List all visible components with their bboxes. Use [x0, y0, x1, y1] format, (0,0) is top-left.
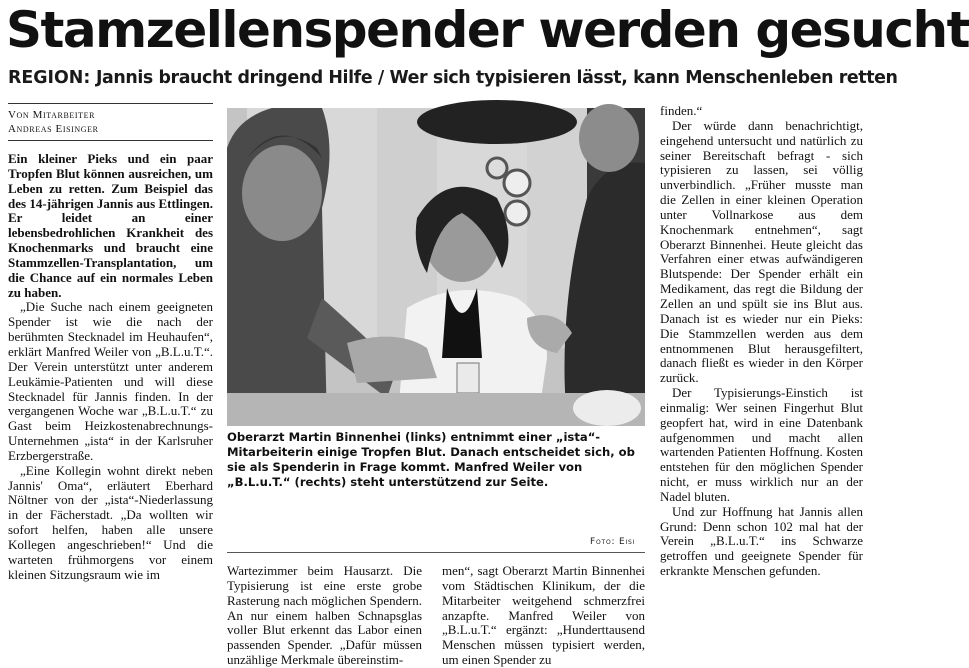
photo-caption: Oberarzt Martin Binnenhei (links) entnimmt einer „ista“-Mitarbeiterin einige Tropfen Blut. Danach entscheidet sich, ob sie als Spenderin in Frage kommt. Manfred Weiler von „B.L.u.T.“ (rechts) steht unterstützend zur Seite. — [227, 430, 635, 489]
photo-illustration — [227, 108, 645, 426]
article-photo — [227, 108, 645, 426]
column-4-paragraph-1: Der würde dann benachrichtigt, eingehend untersucht und natürlich zu seiner Bereitschaft befragt - sich typisieren zu lassen, sei völlig unverbindlich. „Früher musste man die Zellen in einer kleinen Operation unter Vollnarkose aus dem Knochenmark entnehmen“, sagt Oberarzt Binnenhei. Heute gleicht das Verfahren einer etwas aufwändigeren Blutspende: Der Spender erhält ein Medikament, das regt die Bildung der Zellen an und spült sie ins Blut aus. Danach ist es wieder nur ein Pieks: Die Stammzellen werden aus dem entnommenen Blut herausgefiltert, danach fließt es wieder in den Körper zurück. — [660, 117, 863, 386]
column-4 — [660, 104, 863, 579]
column-1-paragraph-2: „Eine Kollegin wohnt direkt neben Jannis' Oma“, erläutert Eberhard Nöltner von der „ista“-Niederlassung in der Fächerstadt. „Da wollten wir sofort helfen, haben alle unsere Kollegen angeschrieben!“ Und die warteten frühmorgens vor einem kleinen Sitzungsraum wie im — [8, 462, 213, 582]
article-subheadline — [8, 66, 898, 90]
column-2-paragraph: Wartezimmer beim Hausarzt. Die Typisierung ist eine erste grobe Rasterung nach möglichen Spendern. An nur einem halben Schnapsglas voller Blut erkennt das Labor einen passenden Spender. „Dafür müssen unzählige Merkmale übereinstim- — [227, 563, 422, 668]
column-3-paragraph: men“, sagt Oberarzt Martin Binnenhei vom Städtischen Klinikum, der die Mitarbeiter weitgehend schmerzfrei anzapfte. Manfred Weiler von „B.L.u.T.“ ergänzt: „Hunderttausend Menschen müssen typisiert werden, um einen Spender zu — [442, 563, 645, 668]
photo-credit: Foto: Eisi — [590, 537, 636, 547]
column-2 — [227, 564, 422, 668]
column-4-paragraph-2: Der Typisierungs-Einstich ist einmalig: Wer seinen Fingerhut Blut geopfert hat, wird in eine Datenbank aufgenommen und macht allen wartenden Patienten Hoffnung. Kosten entstehen für den möglichen Spender nicht, er muss wirklich nur an der Nadel bluten. — [660, 385, 863, 504]
column-3 — [442, 564, 645, 668]
subheadline-text: Jannis braucht dringend Hilfe / Wer sich typisieren lässt, kann Menschenleben retten — [90, 68, 898, 88]
column-1-paragraph-1: „Die Suche nach einem geeigneten Spender ist wie die nach der berühmten Stecknadel im Heuhaufen“, erklärt Manfred Weiler von „B.L.u.T.“. Der Verein unterstützt unter anderem Leukämie-Patienten und will diese Stecknadel für Jannis finden. In der vergangenen Woche war „B.L.u.T.“ zu Gast beim Heizkostenabrechnungs-Unternehmen „ista“ in der Karlsruher Erzbergerstraße. — [8, 299, 213, 463]
byline-author: Andreas Eisinger — [8, 123, 99, 135]
byline-role: Von Mitarbeiter — [8, 109, 96, 121]
region-label: REGION: — [8, 68, 91, 88]
column-4-paragraph-3: Und zur Hoffnung hat Jannis allen Grund: Denn schon 102 mal hat der Verein „B.L.u.T.“ ins Schwarze getroffen und geeignete Spender für erkrankte Menschen gefunden. — [660, 503, 863, 579]
lead-paragraph: Ein kleiner Pieks und ein paar Tropfen Blut können ausreichen, um Leben zu retten. Zum Beispiel das des 14-jährigen Jannis aus Ettlingen. Er leidet an einer lebensbedrohlichen Krankheit des Knochenmarks und braucht eine Stammzellen-Transplantation, um die Chance auf ein normales Leben zu haben. — [8, 151, 213, 300]
article-headline: Stamzellenspender werden gesucht — [6, 1, 969, 59]
byline — [8, 103, 213, 136]
column-4-paragraph-0: finden.“ — [660, 103, 703, 118]
byline-rule — [8, 140, 213, 141]
caption-rule — [227, 552, 645, 553]
column-1 — [8, 152, 213, 582]
